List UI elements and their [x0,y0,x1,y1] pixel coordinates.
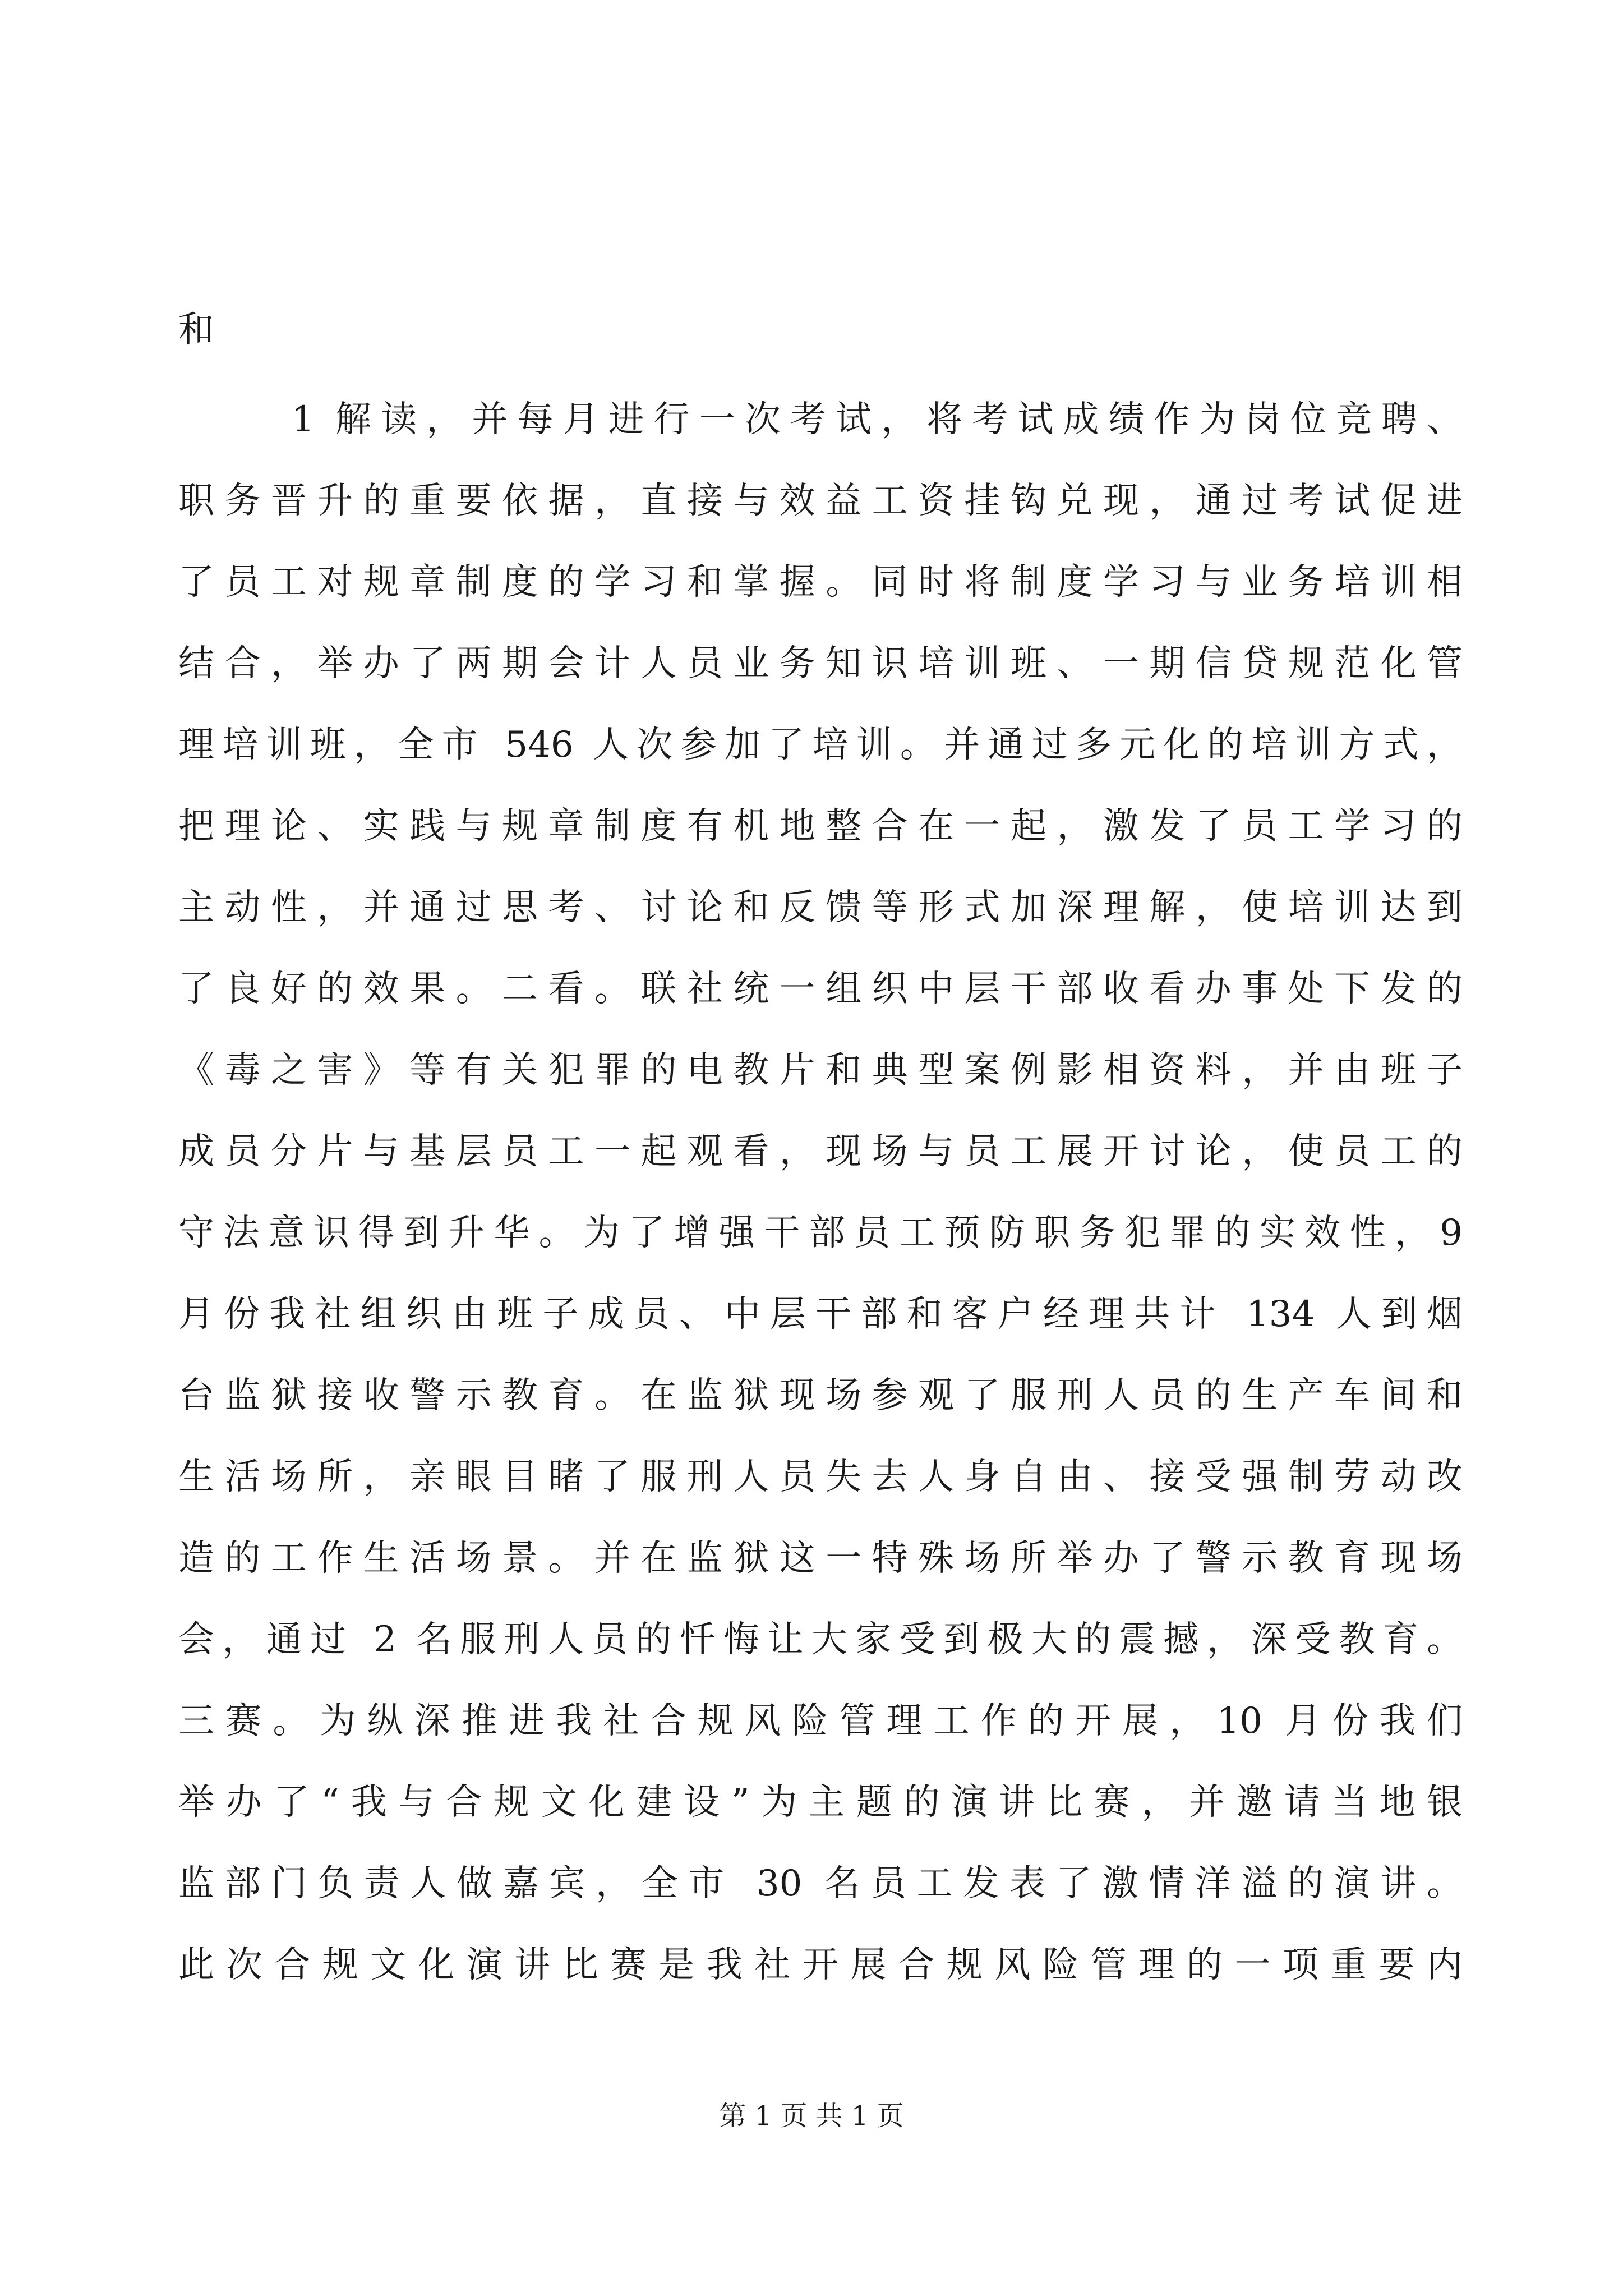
document-line: 《毒之害》等有关犯罪的电教片和典型案例影相资料，并由班子 [178,1050,1463,1091]
document-line: 月份我社组织由班子成员、中层干部和客户经理共计 134 人到烟 [178,1294,1463,1335]
document-line: 监部门负责人做嘉宾，全市 30 名员工发表了激情洋溢的演讲。 [178,1863,1463,1904]
document-line: 和 [178,309,214,351]
document-line: 三赛。为纵深推进我社合规风险管理工作的开展，10 月份我们 [178,1700,1463,1742]
document-line: 了良好的效果。二看。联社统一组织中层干部收看办事处下发的 [178,968,1463,1010]
document-line: 理培训班，全市 546 人次参加了培训。并通过多元化的培训方式， [178,724,1463,766]
document-line: 守法意识得到升华。为了增强干部员工预防职务犯罪的实效性，9 [178,1212,1463,1254]
document-line: 了员工对规章制度的学习和掌握。同时将制度学习与业务培训相 [178,562,1463,603]
page-number-footer: 第 1 页 共 1 页 [719,2100,904,2132]
document-line: 成员分片与基层员工一起观看，现场与员工展开讨论，使员工的 [178,1131,1463,1172]
document-line: 职务晋升的重要依据，直接与效益工资挂钩兑现，通过考试促进 [178,480,1463,522]
document-line: 1 解读，并每月进行一次考试，将考试成绩作为岗位竞聘、 [292,399,1463,440]
document-line: 此次合规文化演讲比赛是我社开展合规风险管理的一项重要内 [178,1944,1463,1986]
document-line: 台监狱接收警示教育。在监狱现场参观了服刑人员的生产车间和 [178,1375,1463,1416]
document-line: 主动性，并通过思考、讨论和反馈等形式加深理解，使培训达到 [178,887,1463,928]
document-line: 举办了“我与合规文化建设”为主题的演讲比赛，并邀请当地银 [178,1782,1463,1823]
document-line: 把理论、实践与规章制度有机地整合在一起，激发了员工学习的 [178,806,1463,847]
document-line: 生活场所，亲眼目睹了服刑人员失去人身自由、接受强制劳动改 [178,1456,1463,1498]
document-line: 造的工作生活场景。并在监狱这一特殊场所举办了警示教育现场 [178,1538,1463,1579]
document-line: 结合，举办了两期会计人员业务知识培训班、一期信贷规范化管 [178,643,1463,684]
document-line: 会，通过 2 名服刑人员的忏悔让大家受到极大的震撼，深受教育。 [178,1619,1463,1660]
